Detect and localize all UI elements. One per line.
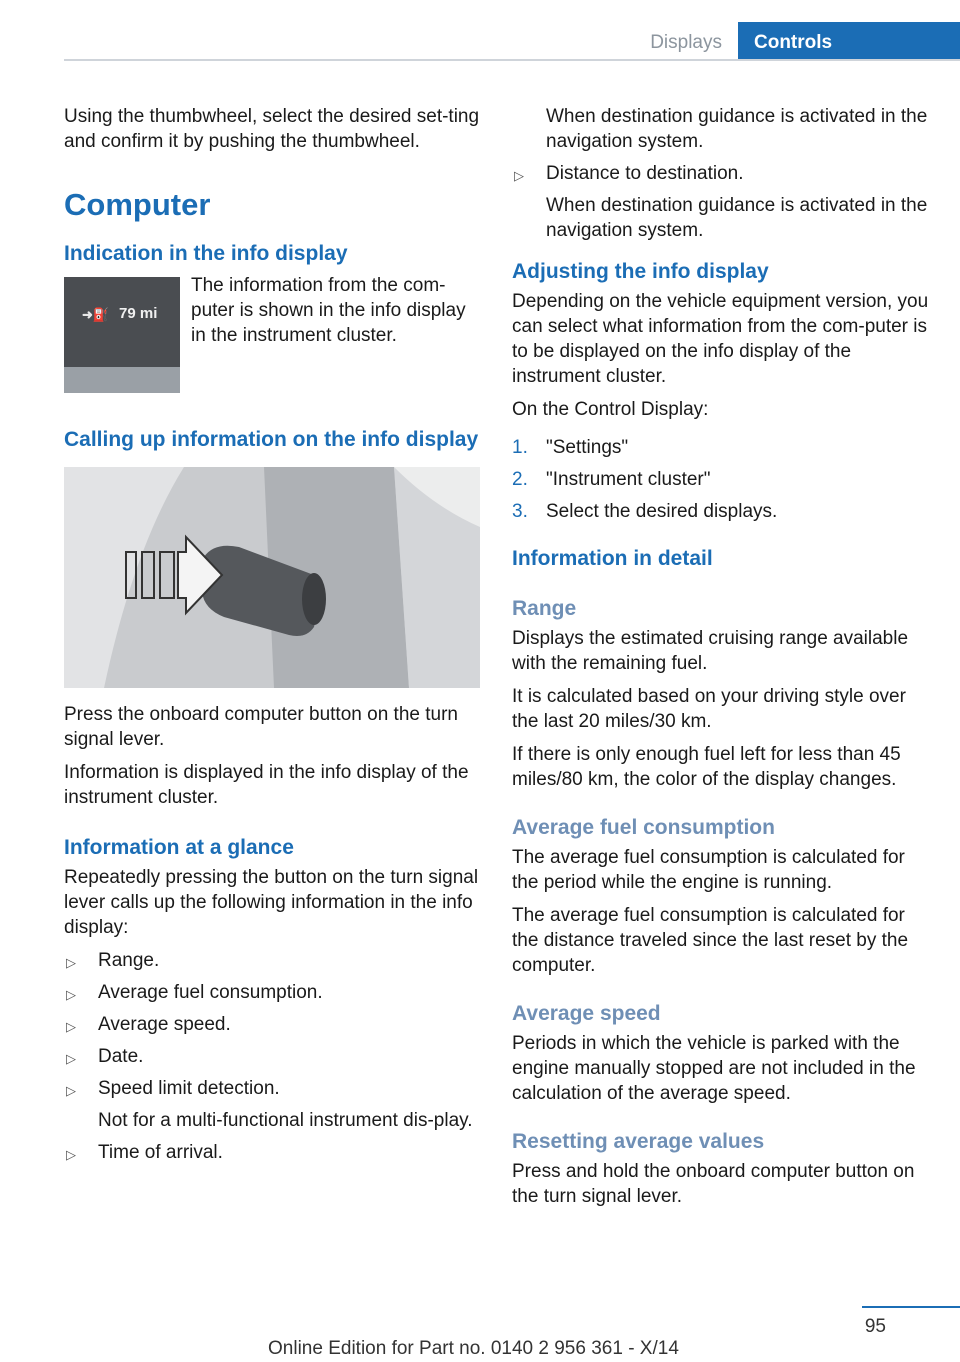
adjusting-text: Depending on the vehicle equipment version, you can select what information from the com-puter is to be displayed on the info display of the instrument cluster. [512, 291, 929, 387]
list-item: ▷ Average fuel consumption. [64, 980, 482, 1005]
list-item: ▷ Time of arrival. [64, 1140, 482, 1165]
list-item: 2. "Instrument cluster" [512, 469, 711, 490]
heading-indication: Indication in the info display [64, 242, 348, 265]
turn-signal-lever-image [64, 467, 480, 688]
range-text-2: It is calculated based on your driving style over the last 20 miles/30 km. [512, 686, 906, 732]
press-button-text: Press the onboard computer button on the turn signal lever. [64, 704, 458, 750]
glance-bullet-list [64, 948, 482, 1165]
list-item: ▷ Range. [64, 948, 482, 973]
footer-divider [862, 1306, 960, 1308]
triangle-bullet-icon: ▷ [66, 1083, 76, 1098]
avg-speed-text: Periods in which the vehicle is parked with the engine manually stopped are not included in the calculation of the average speed. [512, 1033, 916, 1104]
steps-list [512, 435, 932, 524]
step-number: 3. [512, 501, 528, 522]
heading-range: Range [512, 597, 577, 620]
heading-calling-up: Calling up information on the info display [64, 428, 479, 451]
triangle-bullet-icon: ▷ [66, 1019, 76, 1034]
intro-text: Using the thumbwheel, select the desired set-ting and confirm it by pushing the thumbwheel. [64, 106, 480, 152]
avg-fuel-text-1: The average fuel consumption is calculated for the period while the engine is running. [512, 847, 905, 893]
heading-average-speed: Average speed [512, 1002, 661, 1025]
indication-block [64, 273, 482, 397]
info-display-image [64, 277, 180, 393]
heading-info-detail: Information in detail [512, 547, 713, 570]
heading-computer: Computer [64, 187, 211, 222]
triangle-bullet-icon: ▷ [66, 955, 76, 970]
triangle-bullet-icon: ▷ [66, 987, 76, 1002]
control-display-text: On the Control Display: [512, 399, 709, 420]
avg-fuel-text-2: The average fuel consumption is calculated for the distance traveled since the last reset by the computer. [512, 905, 909, 976]
list-item: ▷ Average speed. [64, 1012, 482, 1037]
indication-text: The information from the com-puter is shown in the info display in the instrument cluster. [191, 275, 466, 346]
page-number: 95 [864, 1316, 886, 1337]
glance-text: Repeatedly pressing the button on the turn signal lever calls up the following information in the info display: [64, 867, 479, 938]
right-column [512, 104, 932, 1209]
left-column [64, 104, 482, 1172]
list-item: ▷ Speed limit detection. Not for a multi-functional instrument dis-play. [64, 1076, 482, 1133]
continued-bullet-list [512, 161, 932, 243]
footer-edition: Online Edition for Part no. 0140 2 956 361 - X/14 [268, 1338, 679, 1359]
header-section-label: Displays [650, 32, 722, 53]
step-number: 2. [512, 469, 528, 490]
list-item: 3. Select the desired displays. [512, 501, 778, 522]
speed-limit-note: Not for a multi-functional instrument dis-play. [98, 1110, 473, 1131]
arrival-note: When destination guidance is activated in the navigation system. [546, 106, 928, 152]
step-number: 1. [512, 437, 528, 458]
info-display-band [64, 367, 180, 393]
displayed-info-text: Information is displayed in the info display of the instrument cluster. [64, 762, 469, 808]
info-display-value: 79 mi [119, 305, 158, 322]
range-text-1: Displays the estimated cruising range available with the remaining fuel. [512, 628, 909, 674]
list-item: ▷ Date. [64, 1044, 482, 1069]
reset-text: Press and hold the onboard computer button on the turn signal lever. [512, 1161, 915, 1207]
triangle-bullet-icon: ▷ [66, 1051, 76, 1066]
list-item: ▷ Distance to destination. When destination guidance is activated in the navigation system. [512, 161, 932, 243]
distance-note: When destination guidance is activated in the navigation system. [546, 195, 928, 241]
triangle-bullet-icon: ▷ [66, 1147, 76, 1162]
heading-average-fuel: Average fuel consumption [512, 816, 775, 839]
fuel-range-icon: ➜⛽ [82, 307, 110, 322]
header-divider [64, 59, 960, 61]
list-item: 1. "Settings" [512, 437, 629, 458]
triangle-bullet-icon: ▷ [514, 168, 524, 183]
lever-illustration [64, 467, 480, 688]
header-chapter-tab: Controls [738, 22, 960, 61]
heading-adjusting: Adjusting the info display [512, 260, 769, 283]
range-text-3: If there is only enough fuel left for less than 45 miles/80 km, the color of the display changes. [512, 744, 901, 790]
heading-at-a-glance: Information at a glance [64, 836, 294, 859]
heading-resetting: Resetting average values [512, 1130, 765, 1153]
